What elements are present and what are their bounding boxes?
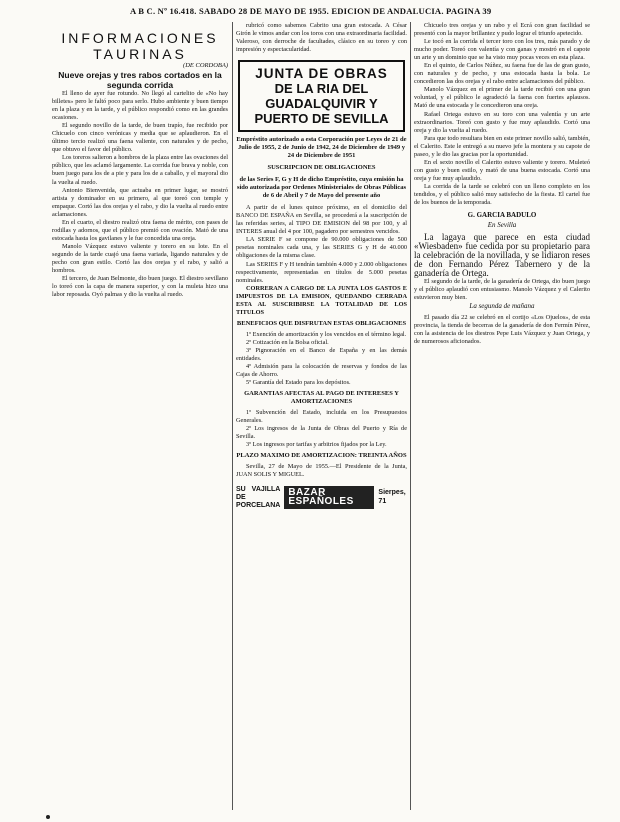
ad-list-item: 2º Los ingresos de la Junta de Obras del Puerto y Ría de Sevilla.: [236, 425, 407, 441]
article-paragraph: El tercero, de Juan Belmonte, dio buen juego. El diestro sevillano lo toreó con la capa de manera superior, y con la muleta hizo una labor reposada. Oyó palmas y dio la vuelta al ruedo.: [52, 275, 228, 299]
article-paragraph: El segundo de la tarde, de la ganadería de Ortega, dio buen juego y el público aplaudió con entusiasmo. Manolo Vázquez y el Calerito estuvieron muy bien.: [414, 278, 590, 302]
article-paragraph: Le tocó en la corrida el tercer toro con los tres, más parado y de mucho poder. Toreó con valentía y con ganas y mostró en el capote un arte y un dominio que se ha visto muy pocas veces en esta plaza.: [414, 38, 590, 62]
ad-section-heading: PLAZO MAXIMO DE AMORTIZACION: TREINTA AÑOS: [236, 452, 407, 460]
banner-main-text: BAZAR ESPAÑOLES: [284, 486, 374, 508]
article-paragraph: Chicuelo tres orejas y un rabo y el Ecrá con gran facilidad se presentó con la mayor brillantez y pudo lograr el triunfo apetecido.: [414, 22, 590, 38]
section-title: INFORMACIONES TAURINAS: [61, 30, 219, 62]
article-subtitle: Nueve orejas y tres rabos cortados en la segunda corrida: [58, 70, 222, 90]
article-signature: G. GARCIA BADULO: [467, 211, 537, 220]
ad-list-item: 3º Los ingresos por tarifas y arbitrios fijados por la Ley.: [246, 441, 387, 449]
junta-obras-advertisement: [238, 60, 405, 132]
ad-list-item: 4º Admisión para la colocación de reservas y fondos de las Cajas de Ahorro.: [236, 363, 407, 379]
ad-list-item: 1º Exención de amortización y los vencidos en el término legal.: [246, 330, 407, 338]
ad-signature: Sevilla, 27 de Mayo de 1955.—El Presidente de la Junta, JUAN SOLIS Y MIGUEL.: [236, 463, 407, 479]
page-header: A B C. Nº 16.418. SABADO 28 DE MAYO DE 1955. EDICION DE ANDALUCIA. PAGINA 39: [130, 6, 492, 16]
article-paragraph: Manolo Vázquez estuvo valiente y torero en su lote. En el segundo de la tarde cuajó una faena variada, ligando naturales y de pecho con gran estilo. Cortó las dos orejas y el rabo, y salió a hombros.: [52, 242, 228, 275]
article-paragraph: Los toreros salieron a hombros de la plaza entre las ovaciones del público, que les aclamó largamente. La corrida fue brava y noble, con buen juego para los de a pie y para los de a caballo, y el mayoral dio la vuelta al ruedo.: [52, 154, 228, 186]
ad-paragraph: A partir de el lunes quince próximo, en el domicilio del BANCO DE ESPAÑA en Sevilla, se procederá a la suscripción de las referidas series, al TIPO DE EMISION del 98 por 100, y al INTERES anual del 4 por 100, pagadero por semestres vencidos.: [236, 204, 407, 236]
ad-list-item: 3º Pignoración en el Banco de España y en las demás entidades.: [236, 346, 407, 362]
ad-section-heading: SUSCRIPCION DE OBLIGACIONES: [267, 164, 376, 172]
banner-right-text: Sierpes, 71: [378, 489, 406, 505]
ad-sub-intro: de las Series F, G y H de dicho Empréstito, cuya emisión ha sido autorizada por Ordenes Ministeriales de Obras Públicas de 6 de Abril y 7 de Mayo del presente año: [236, 176, 407, 200]
banner-left-text: SU VAJILLA DE PORCELANA: [236, 485, 281, 509]
ad-list-item: 2º Cotización en la Bolsa oficial.: [246, 338, 329, 346]
column-rule-left: [232, 22, 233, 810]
bazar-banner-ad: [236, 486, 407, 510]
ad-list-item: 1º Subvención del Estado, incluida en los Presupuestos Generales.: [236, 409, 407, 425]
ad-intro: Empréstito autorizado a esta Corporación por Leyes de 21 de Julio de 1955, 2 de Junio de 1942, 24 de Diciembre de 1949 y 24 de Diciembre de 1951: [236, 136, 407, 160]
article-paragraph: En el quinto, de Carlos Núñez, su faena fue de las de gran gusto, con naturales y de pecho, y una estocada hasta la bola. Le concedieron las dos orejas y el rabo entre aclamaciones del público.: [414, 62, 590, 86]
article-paragraph: Manolo Vázquez en el primer de la tarde recibió con una gran voluntad, y el público le agradeció la faena con fuertes aplausos. Mató de una estocada y le concedieron una oreja.: [414, 86, 590, 110]
ad-notice: CORRERAN A CARGO DE LA JUNTA LOS GASTOS E IMPUESTOS DE LA EMISION, QUEDANDO CERRADA ESTA AL SUSCRIBIRSE LA TOTALIDAD DE LOS TITULOS: [236, 284, 407, 316]
byline: (DE CORDOBA): [183, 62, 228, 69]
article-paragraph: Antonio Bienvenida, que actuaba en primer lugar, se mostró artista y dominador en su primero, al que toreó con temple y empaque. Cortó las dos orejas y el rabo, y dio la vuelta al ruedo entre aclamaciones.: [52, 186, 228, 218]
column-rule-right: [410, 22, 411, 810]
article-paragraph: rubricó como sabemos Cabrito una gran estocada. A César Girón le vimos andar con los toros con una extraordinaria facilidad. Valeroso, con derroche de facultades, clásico en su toreo y con impresión y espectacularidad.: [236, 22, 407, 54]
article-subhead: En Sevilla: [487, 221, 517, 230]
ad-title: JUNTA DE OBRAS: [255, 66, 388, 82]
article-paragraph: Para que todo resultara bien en este primer novillo salió, también, el Calerito. Este le entregó a su nuevo jefe la montera y su capote de paseo, y le dio las gracias por la oportunidad.: [414, 134, 590, 158]
article-paragraph: En el cuarto, el diestro realizó otra faena de mérito, con pases de rodillas y adornos, que el público premió con ovación. Mató de una estocada hasta los gavilanes y le fue concedida una oreja.: [52, 218, 228, 242]
page-mark: [46, 815, 50, 819]
ad-list-item: 5º Garantía del Estado para los depósitos.: [246, 379, 351, 387]
article-paragraph: En el sexto novillo el Calerito estuvo valiente y torero. Muleteó con gusto y buen estilo, y mató de una buena estocada. Cortó una oreja y fue muy aplaudido.: [414, 158, 590, 182]
article-paragraph: La lagaya que parece en esta ciudad «Wiesbaden» fue cedida por su propietario para la celebración de la novillada, y se lidiaron reses de don Fernando Pérez Tabernero y de la ganadería de Ortega.: [414, 232, 590, 279]
article-paragraph: El segundo novillo de la tarde, de buen trapío, fue recibido por Chicuelo con cinco verónicas y media que se aplaudieron. En el último tercio realizó una faena valiente, con naturales y de pecho, que obtuvo el favor del público.: [52, 122, 228, 154]
ad-paragraph: Las SERIES F y H tendrán también 4.000 y 2.000 obligaciones respectivamente, representadas en títulos de 5.000 pesetas nominales.: [236, 260, 407, 284]
column-right: [414, 22, 590, 812]
article-paragraph: La corrida de la tarde se celebró con un lleno completo en los tendidos, y el público salió muy satisfecho de la fiesta. El cartel fue de los buenos de la temporada.: [414, 182, 590, 207]
ad-section-heading: GARANTIAS AFECTAS AL PAGO DE INTERESES Y AMORTIZACIONES: [244, 390, 399, 406]
column-center: [236, 22, 407, 812]
ad-paragraph: LA SERIE F se compone de 90.000 obligaciones de 500 pesetas nominales cada una, y las SERIES G y H de 40.000 obligaciones de la misma clase.: [236, 236, 407, 260]
article-subhead: La segunda de mañana: [469, 302, 535, 311]
article-paragraph: El pasado día 22 se celebró en el cortijo «Los Ojuelos», de esta provincia, la tienda de becerras de la ganadería de don Fermín Pérez, con la asistencia de los diestros Pepe Luis Vázquez y Juan Ortega, y de numerosos aficionados.: [414, 314, 590, 346]
article-paragraph: El lleno de ayer fue rotundo. No llegó al cartelito de «No hay billetes» pero le faltó poco para serlo. Hubo ambiente y buen tiempo en la plaza y en la tarde, y el público respondió como en las grandes ocasiones.: [52, 90, 228, 122]
article-paragraph: Rafael Ortega estuvo en su toro con una valentía y un arte extraordinarios. Toreó con gusto y fue muy aplaudido. Cortó una oreja y dio la vuelta al ruedo.: [414, 110, 590, 134]
ad-subtitle: DE LA RIA DEL GUADALQUIVIR Y PUERTO DE SEVILLA: [254, 81, 389, 127]
ad-section-heading: BENEFICIOS QUE DISFRUTAN ESTAS OBLIGACIONES: [236, 319, 407, 327]
column-left: [52, 22, 228, 812]
